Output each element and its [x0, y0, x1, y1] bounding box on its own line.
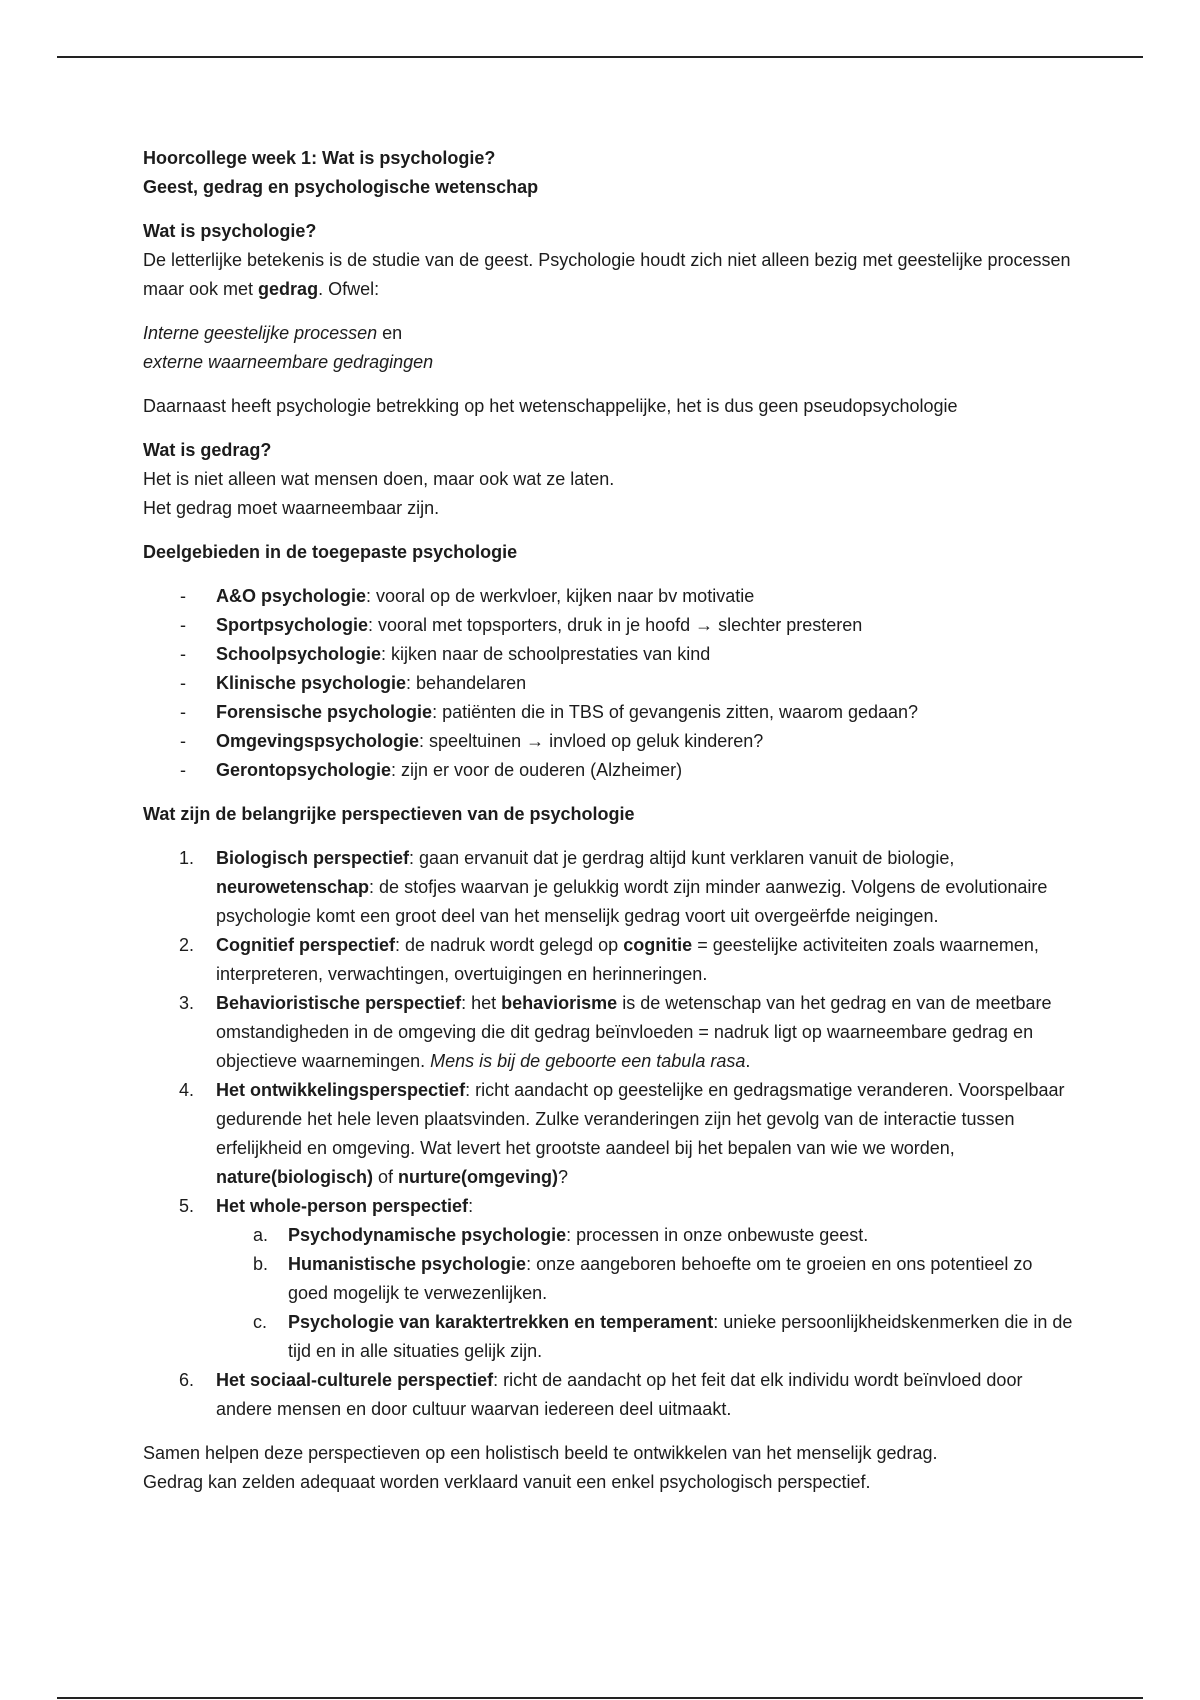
- section-heading-wat-is-gedrag: Wat is gedrag?: [143, 440, 272, 460]
- paragraph-gedrag-1: Het is niet alleen wat mensen doen, maar ook wat ze laten.: [143, 469, 615, 489]
- deelgebieden-list: [143, 582, 1073, 785]
- perspective-item-cognitief: 2. Cognitief perspectief: de nadruk wordt gelegd op cognitie = geestelijke activiteiten zoals waarnemen, interpreteren, verwachtingen, overtuigingen en herinneringen.: [179, 935, 1039, 984]
- perspective-item-behavioristisch: 3. Behavioristische perspectief: het behaviorisme is de wetenschap van het gedrag en van de meetbare omstandigheden in de omgeving die dit gedrag beïnvloeden = nadruk ligt op waarneembare gedrag en objectieve waarnemingen. Mens is bij de geboorte een tabula rasa.: [179, 993, 1052, 1071]
- document-subtitle: Geest, gedrag en psychologische wetenschap: [143, 177, 539, 197]
- list-item: - Gerontopsychologie: zijn er voor de ouderen (Alzheimer): [180, 760, 683, 780]
- list-item: - Forensische psychologie: patiënten die in TBS of gevangenis zitten, waarom gedaan?: [180, 702, 919, 722]
- list-item: - A&O psychologie: vooral op de werkvloer, kijken naar bv motivatie: [180, 586, 755, 606]
- list-item: - Klinische psychologie: behandelaren: [180, 673, 527, 693]
- section-heading-perspectieven: Wat zijn de belangrijke perspectieven van de psychologie: [143, 804, 635, 824]
- perspective-item-sociaal-cultureel: 6. Het sociaal-culturele perspectief: richt de aandacht op het feit dat elk individu wordt beïnvloed door andere mensen en door cultuur waarvan iedereen deel uitmaakt.: [179, 1370, 1023, 1419]
- italic-line-interne: Interne geestelijke processen en: [143, 323, 403, 343]
- perspective-item-ontwikkeling: 4. Het ontwikkelingsperspectief: richt aandacht op geestelijke en gedragsmatige veranderen. Voorspelbaar gedurende het hele leven plaatsvinden. Zulke veranderingen zijn het gevolg van de interactie tussen erfelijkheid en omgeving. Wat levert het grootste aandeel bij het bepalen van wie we worden, nature(biologisch) of nurture(omgeving)?: [179, 1080, 1065, 1187]
- paragraph-definition: De letterlijke betekenis is de studie van de geest. Psychologie houdt zich niet alleen bezig met geestelijke processen maar ook met gedrag. Ofwel:: [143, 250, 1071, 299]
- list-item: - Sportpsychologie: vooral met topsporters, druk in je hoofd → slechter presteren: [180, 615, 863, 635]
- list-item: - Omgevingspsychologie: speeltuinen → invloed op geluk kinderen?: [180, 731, 764, 751]
- italic-line-externe: externe waarneembare gedragingen: [143, 352, 434, 372]
- paragraph-gedrag-2: Het gedrag moet waarneembaar zijn.: [143, 498, 440, 518]
- paragraph-wetenschappelijk: Daarnaast heeft psychologie betrekking op het wetenschappelijke, het is dus geen pseudopsychologie: [143, 396, 958, 416]
- closing-line-1: Samen helpen deze perspectieven op een holistisch beeld te ontwikkelen van het menselijk gedrag.: [143, 1443, 938, 1463]
- bottom-rule: [57, 1697, 1143, 1699]
- perspective-item-biologisch: 1. Biologisch perspectief: gaan ervanuit dat je gerdrag altijd kunt verklaren vanuit de biologie, neurowetenschap: de stofjes waarvan je gelukkig wordt zijn minder aanwezig. Volgens de evolutionaire psychologie komt een groot deel van het menselijk gedrag voort uit overgeërfde neigingen.: [179, 848, 1048, 926]
- section-heading-deelgebieden: Deelgebieden in de toegepaste psychologie: [143, 542, 518, 562]
- top-rule: [57, 56, 1143, 58]
- whole-person-sublist: [216, 1221, 1073, 1366]
- perspective-item-whole-person: 5. Het whole-person perspectief: a. Psychodynamische psychologie: processen in onze onbewuste geest. b. Humanistische psychologie: onze aangeboren behoefte om te groeien en ons potentieel zo goed mogelijk te verwezenlijken. c. Psychologie van karaktertrekken en temperament: unieke persoonlijkheidskenmerken die in de tijd en in alle situaties gelijk zijn.: [143, 1192, 1073, 1366]
- closing-line-2: Gedrag kan zelden adequaat worden verklaard vanuit een enkel psychologisch perspectief.: [143, 1472, 871, 1492]
- sub-list-item: b. Humanistische psychologie: onze aangeboren behoefte om te groeien en ons potentieel zo goed mogelijk te verwezenlijken.: [253, 1254, 1033, 1303]
- section-heading-wat-is-psychologie: Wat is psychologie?: [143, 221, 317, 241]
- perspectieven-list: [143, 844, 1073, 1424]
- sub-list-item: c. Psychologie van karaktertrekken en temperament: unieke persoonlijkheidskenmerken die in de tijd en in alle situaties gelijk zijn.: [253, 1312, 1073, 1361]
- list-item: - Schoolpsychologie: kijken naar de schoolprestaties van kind: [180, 644, 711, 664]
- document-title: Hoorcollege week 1: Wat is psychologie?: [143, 148, 496, 168]
- sub-list-item: a. Psychodynamische psychologie: processen in onze onbewuste geest.: [253, 1225, 869, 1245]
- document-page: [143, 144, 1073, 1497]
